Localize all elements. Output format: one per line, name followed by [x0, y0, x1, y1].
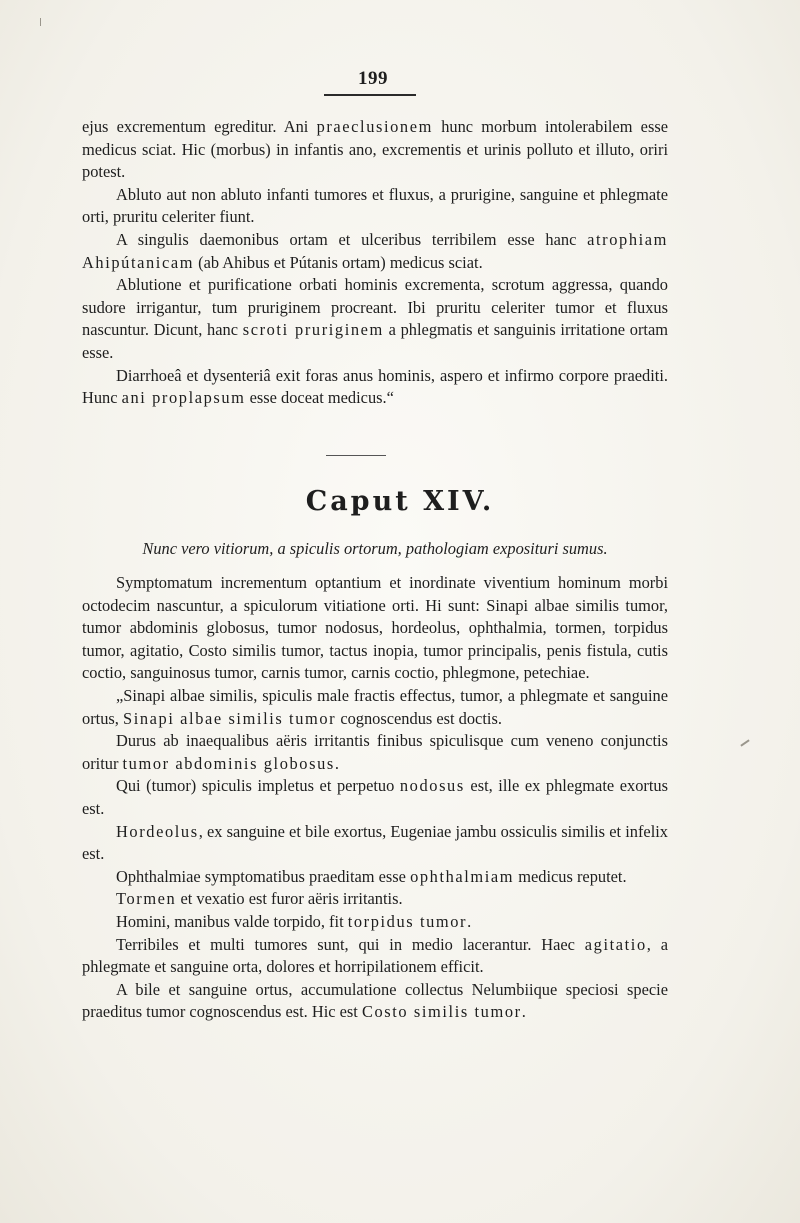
- text-block-top: [82, 116, 668, 410]
- paragraph-text: .: [467, 911, 472, 931]
- paragraph-text: Terribiles et multi tumores sunt, qui in medio lacerantur. Haec: [116, 934, 585, 954]
- paragraph-text: Ablutione et purificatione orbati hominis excrementa, scrotum aggressa, quando sudore irrigantur, tum pruriginem procreant. Ibi pruritu celeriter tumor et fluxus nascuntur. Dicunt, hanc: [82, 275, 668, 340]
- paragraph-text: est, ille ex phlegmate exortus est.: [82, 776, 668, 818]
- emphasized-term: praeclusionem: [316, 117, 433, 136]
- paragraph-text: Homini, manibus valde torpido, fit: [116, 911, 348, 931]
- paragraph-text: , a phlegmate et sanguine orta, dolores et horripilationem efficit.: [82, 934, 668, 977]
- paragraph-text: Qui (tumor) spiculis impletus et perpetuo: [116, 776, 400, 796]
- paragraph-text: „Sinapi albae similis, spiculis male fractis effectus, tumor, a phlegmate et sanguine ortus,: [82, 685, 668, 728]
- paragraph: [82, 274, 668, 364]
- paragraph-text: Ophthalmiae symptomatibus praeditam esse: [116, 866, 411, 886]
- emphasized-term: torpidus tumor: [347, 911, 468, 931]
- paragraph-text: Symptomatum incrementum optantium et inordinate viventium hominum morbi octodecim nascuntur, a spiculorum vitiatione orti. Hi sunt: Sinapi albae similis tumor, tumor abdominis globosus, tumor nodosus, hordeolus, ophthalmia, tormen, torpidus tumor, agitatio, Costo similis tumor, tactus inopia, tumor principalis, penis fistula, cutis coctio, sanguinosus tumor, carnis tumor, carnis coctio, phlegmone, petechiae.: [82, 573, 668, 683]
- text-block-bottom: [82, 572, 668, 1024]
- paragraph: [82, 866, 668, 889]
- paragraph-text: (ab Ahibus et Pútanis ortam) medicus sciat.: [194, 252, 483, 272]
- paragraph-text: A singulis daemonibus ortam et ulceribus terribilem esse hanc: [116, 229, 588, 249]
- paragraph: [82, 934, 668, 979]
- paragraph-text: et vexatio est furor aëris irritantis.: [176, 889, 403, 909]
- emphasized-term: Sinapi albae similis tumor: [122, 708, 337, 728]
- emphasized-term: scroti pruriginem: [242, 320, 384, 340]
- section-divider: [326, 455, 386, 456]
- page-number-underline: [324, 94, 416, 96]
- paragraph: [82, 365, 668, 410]
- paragraph-text: cognoscendus est doctis.: [336, 708, 502, 728]
- emphasized-term: Costo similis tumor: [361, 1002, 522, 1022]
- chapter-heading: Caput XIV.: [305, 486, 495, 517]
- paragraph: [82, 821, 668, 866]
- paragraph: [82, 229, 668, 274]
- paragraph: [82, 911, 668, 934]
- paragraph-text: .: [521, 1002, 526, 1022]
- paragraph: [82, 184, 668, 229]
- emphasized-term: ophthalmiam: [410, 866, 515, 886]
- paragraph: [82, 979, 668, 1024]
- emphasized-term: tumor abdominis globosus: [122, 753, 335, 773]
- emphasized-term: Hordeolus: [116, 821, 199, 841]
- paragraph: [82, 572, 668, 685]
- emphasized-term: atrophiam Ahipútanicam: [82, 229, 668, 272]
- emphasized-term: nodosus: [399, 776, 465, 796]
- paragraph-text: Durus ab inaequalibus aëris irritantis finibus spiculisque cum veneno conjunctis oritur: [82, 731, 668, 773]
- paragraph-text: Abluto aut non abluto infanti tumores et fluxus, a prurigine, sanguine et phlegmate orti, pruritu celeriter fiunt.: [82, 184, 668, 227]
- paragraph-text: Diarrhoeâ et dysenteriâ exit foras anus hominis, aspero et infirmo corpore praediti. Hunc: [82, 365, 668, 408]
- paragraph-text: A bile et sanguine ortus, accumulatione collectus Nelumbiique speciosi specie praeditus tumor cognoscendus est. Hic est: [82, 979, 668, 1022]
- emphasized-term: Tormen: [116, 889, 177, 909]
- paragraph: [82, 730, 668, 775]
- emphasized-term: ani proplapsum: [121, 388, 246, 408]
- paper-mark: [40, 18, 41, 26]
- paragraph-text: ejus excrementum egreditur. Ani: [82, 117, 317, 136]
- paragraph-text: medicus reputet.: [514, 866, 627, 886]
- paragraph-text: a phlegmatis et sanguinis irritatione ortam esse.: [82, 320, 668, 362]
- paragraph-text: hunc morbum intolerabilem esse medicus sciat. Hic (morbus) in infantis ano, excrementis et urinis polluto et illuto, oriri potest.: [82, 117, 668, 182]
- paragraph: [82, 116, 668, 184]
- page-number: 199: [358, 68, 388, 89]
- emphasized-term: agitatio: [584, 934, 647, 954]
- paragraph: [82, 888, 668, 911]
- paragraph-text: .: [334, 753, 339, 773]
- chapter-subtitle: Nunc vero vitiorum, a spiculis ortorum, pathologiam exposituri sumus.: [142, 539, 608, 558]
- paragraph-text: , ex sanguine et bile exortus, Eugeniae jambu ossiculis similis et infelix est.: [82, 821, 668, 864]
- paragraph: [82, 775, 668, 820]
- paragraph: [82, 685, 668, 730]
- paper-mark: [740, 739, 749, 746]
- paragraph-text: esse doceat medicus.“: [245, 388, 394, 408]
